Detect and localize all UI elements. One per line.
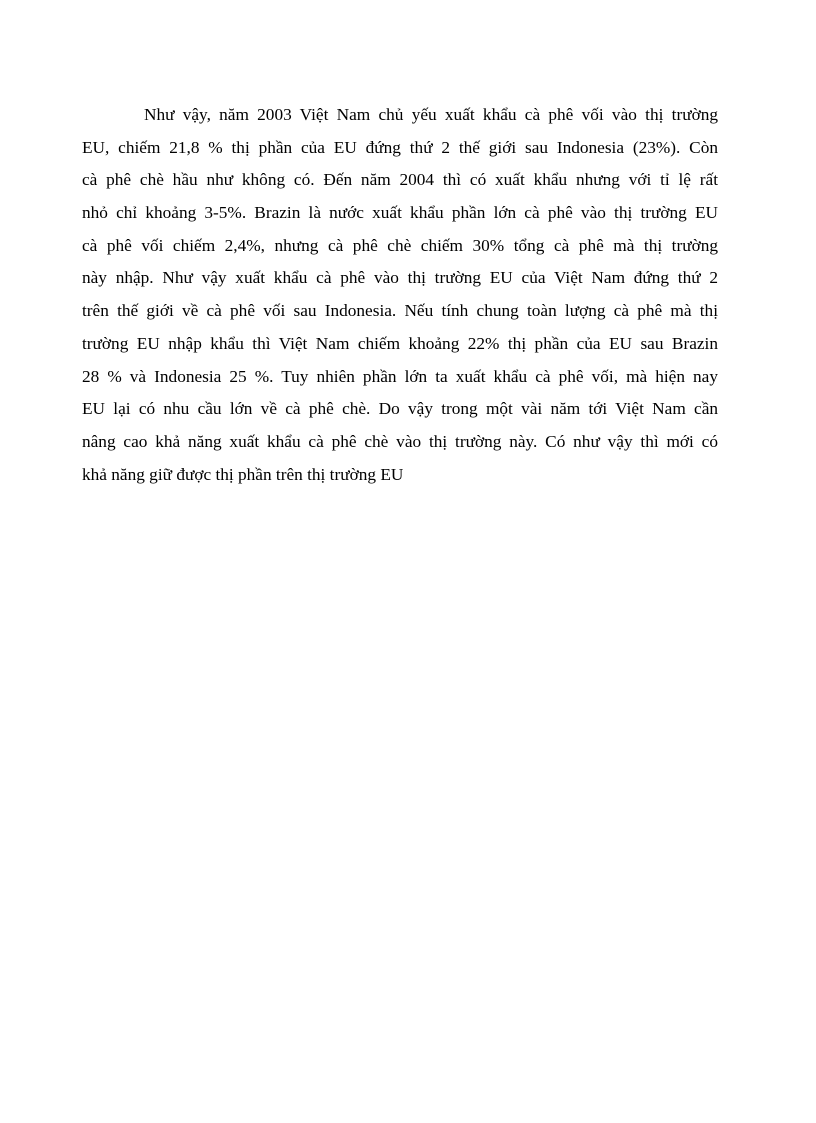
paragraph-line: Như vậy, năm 2003 Việt Nam chủ yếu xuất khẩu cà phê vối vào thị trường (144, 105, 718, 124)
paragraph-line: trên thế giới về cà phê vối sau Indonesia. Nếu tính chung toàn lượng cà phê mà thị (82, 301, 718, 321)
paragraph-line: cà phê chè hầu như không có. Đến năm 2004 thì có xuất khẩu nhưng với tỉ lệ rất (82, 170, 718, 190)
paragraph-line: nâng cao khả năng xuất khẩu cà phê chè vào thị trường này. Có như vậy thì mới có (82, 431, 718, 451)
paragraph-line: khả năng giữ được thị phần trên thị trường EU (82, 464, 404, 484)
paragraph-line: 28 % và Indonesia 25 %. Tuy nhiên phần lớn ta xuất khẩu cà phê vối, mà hiện nay (82, 366, 718, 386)
paragraph-line: trường EU nhập khẩu thì Việt Nam chiếm khoảng 22% thị phần của EU sau Brazin (82, 333, 718, 353)
paragraph-line: EU lại có nhu cầu lớn về cà phê chè. Do vậy trong một vài năm tới Việt Nam cần (82, 399, 718, 419)
paragraph-line: này nhập. Như vậy xuất khẩu cà phê vào thị trường EU của Việt Nam đứng thứ 2 (82, 268, 718, 288)
paragraph-line: EU, chiếm 21,8 % thị phần của EU đứng thứ 2 thế giới sau Indonesia (23%). Còn (82, 137, 718, 157)
body-paragraph (82, 99, 718, 491)
paragraph-line: cà phê vối chiếm 2,4%, nhưng cà phê chè chiếm 30% tổng cà phê mà thị trường (82, 235, 718, 255)
paragraph-line: nhỏ chỉ khoảng 3-5%. Brazin là nước xuất khẩu phần lớn cà phê vào thị trường EU (82, 203, 718, 223)
